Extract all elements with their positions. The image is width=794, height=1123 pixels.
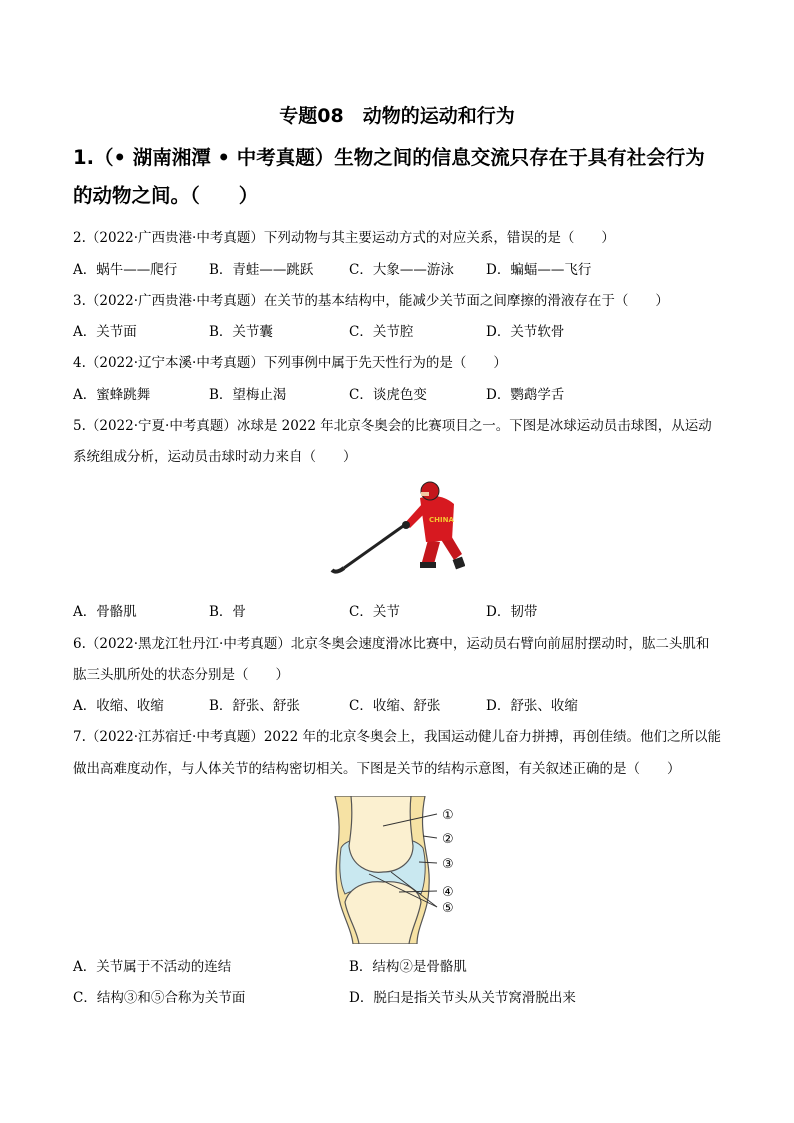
option-d[interactable]: D．韧带 <box>486 604 538 620</box>
face <box>421 492 429 496</box>
option-a[interactable]: A．蜜蜂跳舞 <box>73 387 151 403</box>
question-1 <box>73 139 733 215</box>
question-5-line-1: 5.（2022·宁夏·中考真题）冰球是 2022 年北京冬奥会的比赛项目之一。下图是冰球运动员击球图，从运动 <box>73 418 712 434</box>
option-c[interactable]: C．关节 <box>349 604 400 620</box>
page-title: 专题08 动物的运动和行为 <box>279 105 515 127</box>
question-1-line-1: 1.（• 湖南湘潭 • 中考真题）生物之间的信息交流只存在于具有社会行为 <box>73 146 705 169</box>
glove <box>402 521 410 529</box>
option-d[interactable]: D．鹦鹉学舌 <box>486 387 565 403</box>
option-a[interactable]: A．收缩、收缩 <box>73 698 164 714</box>
option-b[interactable]: B．望梅止渴 <box>209 387 287 403</box>
left-leg <box>422 540 440 564</box>
jersey-text: CHINA <box>429 516 454 524</box>
question-7-line-2: 做出高难度动作，与人体关节的结构密切相关。下图是关节的结构示意图，有关叙述正确的是（ ） <box>73 761 681 777</box>
option-b[interactable]: B．关节囊 <box>209 324 273 340</box>
option-d[interactable]: D．蝙蝠——飞行 <box>486 262 592 278</box>
option-b[interactable]: B．青蛙——跳跃 <box>209 262 314 278</box>
option-d[interactable]: D．关节软骨 <box>486 324 565 340</box>
option-a[interactable]: A．关节面 <box>73 324 137 340</box>
question-6-line-1: 6.（2022·黑龙江牡丹江·中考真题）北京冬奥会速度滑冰比赛中，运动员右臂向前屈肘摆动时，肱二头肌和 <box>73 636 710 652</box>
option-c[interactable]: C．关节腔 <box>349 324 414 340</box>
question-7-line-1: 7.（2022·江苏宿迁·中考真题）2022 年的北京冬奥会上，我国运动健儿奋力拼搏，再创佳绩。他们之所以能 <box>73 729 721 745</box>
left-skate <box>420 562 436 568</box>
option-c[interactable]: C．收缩、舒张 <box>349 698 441 714</box>
joint-socket <box>345 882 421 944</box>
leader-line-2 <box>423 836 437 838</box>
hockey-player-figure <box>330 478 465 583</box>
option-a[interactable]: A．蜗牛——爬行 <box>73 262 178 278</box>
option-d[interactable]: D．脱臼是指关节头从关节窝滑脱出来 <box>349 990 576 1006</box>
joint-diagram <box>325 796 470 944</box>
option-c[interactable]: C．谈虎色变 <box>349 387 427 403</box>
option-a[interactable]: A．关节属于不活动的连结 <box>73 959 232 975</box>
option-b[interactable]: B．骨 <box>209 604 246 620</box>
option-c[interactable]: C．大象——游泳 <box>349 262 454 278</box>
question-5-line-2: 系统组成分析，运动员击球时动力来自（ ） <box>73 449 357 465</box>
hockey-stick-blade <box>332 568 344 572</box>
label-1: ① <box>442 808 454 823</box>
question-2-stem: 2.（2022·广西贵港·中考真题）下列动物与其主要运动方式的对应关系，错误的是（ ） <box>73 230 615 246</box>
question-4-stem: 4.（2022·辽宁本溪·中考真题）下列事例中属于先天性行为的是（ ） <box>73 355 507 371</box>
question-6-line-2: 肱三头肌所处的状态分别是（ ） <box>73 667 289 683</box>
label-3: ③ <box>442 857 454 872</box>
option-b[interactable]: B．舒张、舒张 <box>209 698 300 714</box>
label-2: ② <box>442 832 454 847</box>
label-5: ⑤ <box>442 901 454 916</box>
option-c[interactable]: C．结构③和⑤合称为关节面 <box>73 990 246 1006</box>
question-1-line-2: 的动物之间。（ ） <box>73 184 259 207</box>
joint-head <box>349 796 413 872</box>
label-4: ④ <box>442 885 454 900</box>
option-a[interactable]: A．骨骼肌 <box>73 604 137 620</box>
option-d[interactable]: D．舒张、收缩 <box>486 698 578 714</box>
option-b[interactable]: B．结构②是骨骼肌 <box>349 959 467 975</box>
question-3-stem: 3.（2022·广西贵港·中考真题）在关节的基本结构中，能减少关节面之间摩擦的滑液存在于（ ） <box>73 293 669 309</box>
hockey-stick <box>344 524 406 568</box>
helmet <box>421 482 439 500</box>
